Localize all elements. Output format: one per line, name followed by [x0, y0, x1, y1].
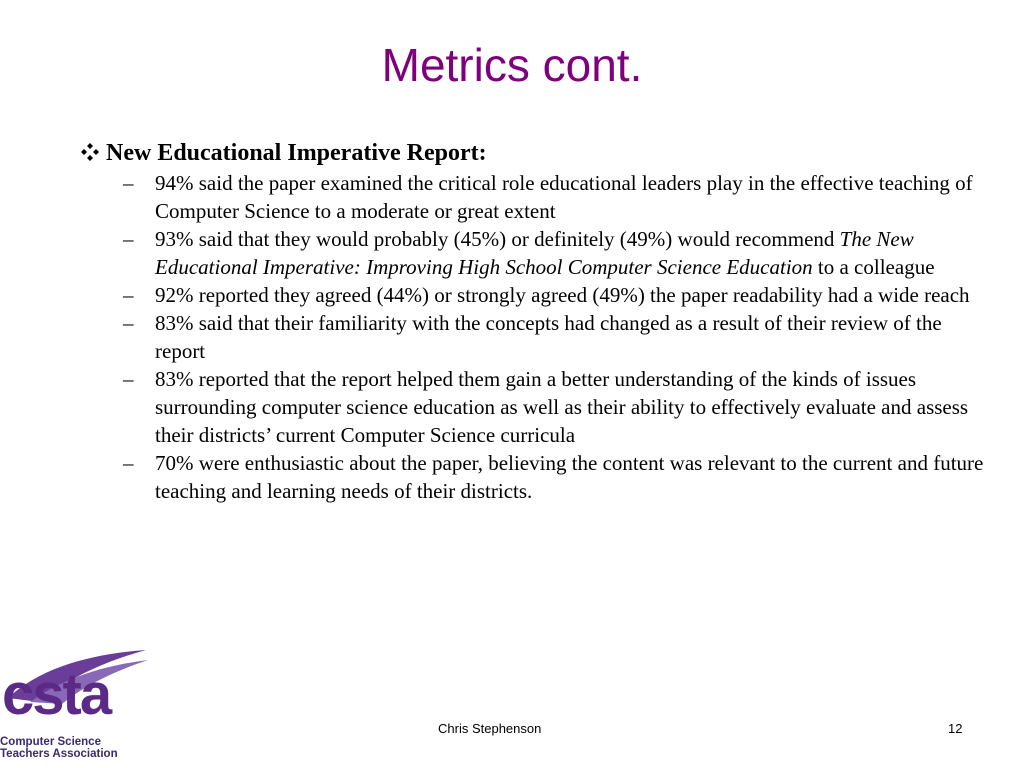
dash-bullet: – [123, 367, 134, 391]
logo-subtitle-line2: Teachers Association [0, 748, 118, 760]
page-number: 12 [948, 721, 963, 736]
logo-subtitle-line1: Computer Science [0, 736, 101, 748]
slide-title: Metrics cont. [381, 39, 643, 91]
list-item-text: 94% said the paper examined the critical role educational leaders play in the effective teaching of Computer Science to a moderate or great extent [155, 171, 973, 223]
metrics-list [78, 169, 988, 505]
list-item-text: 83% reported that the report helped them gain a better understanding of the kinds of issues surrounding computer science education as well as their ability to effectively evaluate and assess their districts’ current Computer Science curricula [155, 367, 969, 447]
list-item-text: 70% were enthusiastic about the paper, believing the content was relevant to the current and future teaching and learning needs of their districts. [155, 451, 984, 503]
section-heading [78, 140, 988, 167]
dash-bullet: – [123, 227, 134, 251]
list-item-text-end: to a colleague [812, 255, 935, 279]
list-item-text: 92% reported they agreed (44%) or strongly agreed (49%) the paper readability had a wide reach [155, 283, 970, 307]
dash-bullet: – [123, 171, 134, 195]
four-diamond-bullet-icon [78, 143, 102, 161]
dash-bullet: – [123, 283, 134, 307]
report-title-italic: The New Educational Imperative: Improving High School Computer Science Education [155, 227, 914, 279]
footer-author: Chris Stephenson [438, 721, 542, 736]
logo-wordmark: csta [2, 662, 111, 727]
list-item [123, 281, 988, 309]
list-item-text: 83% said that their familiarity with the concepts had changed as a result of their review of the report [155, 311, 942, 363]
list-item-text: 93% said that they would probably (45%) or definitely (49%) would recommend [155, 227, 840, 251]
section-heading-text: New Educational Imperative Report: [106, 140, 487, 166]
list-item [123, 169, 988, 225]
logo-subtitle [0, 736, 118, 760]
list-item [123, 225, 988, 281]
list-item [123, 365, 988, 449]
slide-content [78, 140, 988, 505]
list-item [123, 309, 988, 365]
list-item [123, 449, 988, 505]
dash-bullet: – [123, 311, 134, 335]
dash-bullet: – [123, 451, 134, 475]
csta-logo [0, 646, 150, 764]
